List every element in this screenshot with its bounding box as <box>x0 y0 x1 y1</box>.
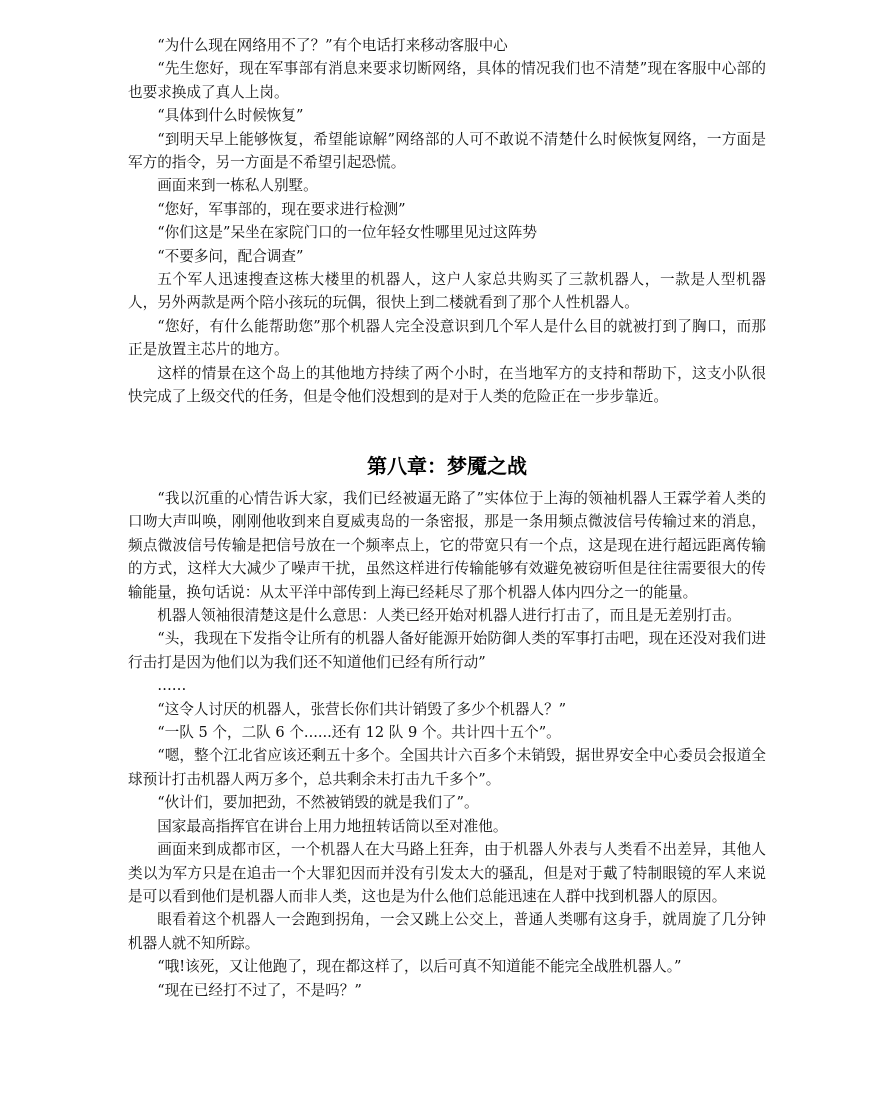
paragraph: “到明天早上能够恢复，希望能谅解”网络部的人可不敢说不清楚什么时候恢复网络，一方面是军方的指令，另一方面是不希望引起恐慌。 <box>128 130 766 172</box>
paragraph: “现在已经打不过了，不是吗？” <box>157 981 362 999</box>
paragraph: “我以沉重的心情告诉大家，我们已经被逼无路了”实体位于上海的领袖机器人王霖学着人类的口吻大声叫唤，刚刚他收到来自夏威夷岛的一条密报，那是一条用频点微波信号传输过来的消息，频点微波信号传输是把信号放在一个频率点上，它的带宽只有一个点，这是现在进行超远距离传输的方式，这样大大减少了噪声干扰，虽然这样进行传输能够有效避免被窃听但是往往需要很大的传输能量，换句话说：从太平洋中部传到上海已经耗尽了那个机器人体内四分之一的能量。 <box>128 490 766 601</box>
paragraph: 画面来到成都市区，一个机器人在大马路上狂奔，由于机器人外表与人类看不出差异，其他人类以为军方只是在追击一个大罪犯因而并没有引发太大的骚乱，但是对于戴了特制眼镜的军人来说是可以看到他们是机器人而非人类，这也是为什么他们总能迅速在人群中找到机器人的原因。 <box>128 841 766 905</box>
paragraph: “头，我现在下发指令让所有的机器人备好能源开始防御人类的军事打击吧，现在还没对我们进行击打是因为他们以为我们还不知道他们已经有所行动” <box>128 630 766 671</box>
paragraph: 眼看着这个机器人一会跑到拐角，一会又跳上公交上，普通人类哪有这身手，就周旋了几分钟机器人就不知所踪。 <box>128 911 766 952</box>
paragraph: “嗯，整个江北省应该还剩五十多个。全国共计六百多个未销毁，据世界安全中心委员会报道全球预计打击机器人两万多个，总共剩余未打击九千多个”。 <box>128 747 766 788</box>
paragraph: “您好，有什么能帮助您”那个机器人完全没意识到几个军人是什么目的就被打到了胸口，而那正是放置主芯片的地方。 <box>128 317 766 359</box>
paragraph: “伙计们，要加把劲，不然被销毁的就是我们了”。 <box>157 794 479 812</box>
paragraph: “具体到什么时候恢复” <box>157 107 304 125</box>
paragraph: “您好，军事部的，现在要求进行检测” <box>157 200 406 218</box>
paragraph: “你们这是”呆坐在家院门口的一位年轻女性哪里见过这阵势 <box>157 224 537 242</box>
paragraph: 这样的情景在这个岛上的其他地方持续了两个小时，在当地军方的支持和帮助下，这支小队很快完成了上级交代的任务，但是令他们没想到的是对于人类的危险正在一步步靠近。 <box>128 364 766 406</box>
chapter-title: 第八章：梦魇之战 <box>367 454 527 478</box>
chapter-body <box>128 487 766 1002</box>
paragraph: …… <box>157 677 187 695</box>
paragraph: “为什么现在网络用不了？”有个电话打来移动客服中心 <box>157 37 508 54</box>
paragraph: “一队 5 个，二队 6 个......还有 12 队 9 个。共计四十五个”。 <box>157 724 561 742</box>
section-before-chapter <box>128 34 766 409</box>
paragraph: 国家最高指挥官在讲台上用力地扭转话筒以至对准他。 <box>157 817 508 835</box>
paragraph: “哦!该死，又让他跑了，现在都这样了，以后可真不知道能不能完全战胜机器人。” <box>157 958 682 976</box>
paragraph: 机器人领袖很清楚这是什么意思：人类已经开始对机器人进行打击了，而且是无差别打击。 <box>157 607 741 625</box>
paragraph: 画面来到一栋私人别墅。 <box>157 177 318 195</box>
paragraph: “先生您好，现在军事部有消息来要求切断网络，具体的情况我们也不清楚”现在客服中心部的也要求换成了真人上岗。 <box>128 60 766 101</box>
paragraph: “这令人讨厌的机器人，张营长你们共计销毁了多少个机器人？” <box>157 700 567 718</box>
paragraph: 五个军人迅速搜查这栋大楼里的机器人，这户人家总共购买了三款机器人，一款是人型机器人，另外两款是两个陪小孩玩的玩偶，很快上到二楼就看到了那个人性机器人。 <box>128 271 766 312</box>
paragraph: “不要多问，配合调查” <box>157 247 304 265</box>
